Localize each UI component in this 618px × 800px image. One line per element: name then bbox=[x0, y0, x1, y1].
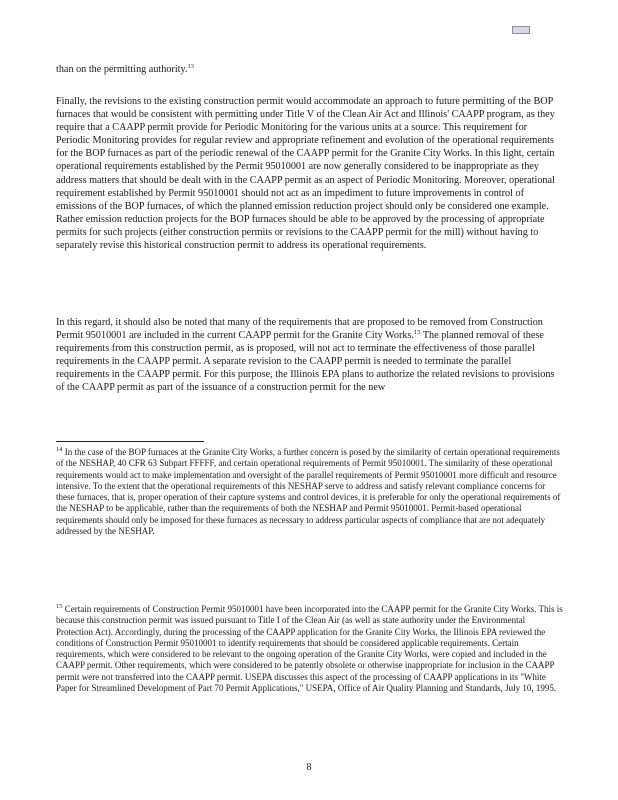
footnote-15: $^{15}$ Certain requirements of Construction Permit 95010001 have been incorporated into the CAAPP permit for the Granite City Works. This is because this construction permit was issued pursuant to Title I of the Clean Air (as well as state authority under the Environmental Protection Act). Accordingly, during the processing of the CAAPP application for the Granite City Works, the Illinois EPA reviewed the conditions of Construction Permit 95010001 to identify requirements that should be considered applicable requirements. Certain requirements, which were considered to be relevant to the ongoing operation of the Granite City Works, were copied and included in the CAAPP permit. Other requirements, which were considered to be patently obsolete or otherwise inappropriate for inclusion in the CAAPP permit were not transferred into the CAAPP permit. USEPA discusses this aspect of the processing of CAAPP applications in its "White Paper for Streamlined Development of Part 70 Permit Applications," USEPA, Office of Air Quality Planning and Standards, July 10, 1995. bbox=[56, 603, 563, 694]
carryover-text: than on the permitting authority.$^{13}$ bbox=[56, 63, 194, 75]
paragraph-revisions: Finally, the revisions to the existing construction permit would accommodate an approach to future permitting of the BOP furnaces that would be consistent with permitting under Title V of the Clean Air Act and Illinois' CAAPP program, as they require that a CAAPP permit provide for Periodic Monitoring for the various units at a source. This requirement for Periodic Monitoring provides for regular review and appropriate refinement and evolution of the operational requirements for the BOP furnaces as part of the periodic renewal of the CAAPP permit for the Granite City Works. In this light, certain operational requirements established by the Permit 95010001 are now generally considered to be inappropriate as they address matters that should be dealt with in the CAAPP permit as an aspect of Periodic Monitoring. Moreover, operational requirement established by Permit 95010001 should not act as an impediment to future improvements in control of emissions of the BOP furnaces, of which the planned emission reduction project should only be considered one example. Rather emission reduction projects for the BOP furnaces should be able to be approved by the processing of appropriate permits for such projects (either construction permits or revisions to the CAAPP permit for the mill) without having to separately revise this historical construction permit to address its operational requirements. bbox=[56, 96, 555, 252]
paragraph-regard: In this regard, it should also be noted that many of the requirements that are proposed to be removed from Construction Permit 95010001 are included in the current CAAPP permit for the Granite City Works.$^{15}$ The planned removal of these requirements from this construction permit, as is proposed, will not act to terminate the effectiveness of those parallel requirements in the CAAPP permit. A separate revision to the CAAPP permit is needed to terminate the parallel requirements in the CAAPP permit. For this purpose, the Illinois EPA plans to authorize the related revisions to provisions of the CAAPP permit as part of the issuance of a construction permit for the new bbox=[56, 317, 555, 394]
footnote-14-marker: 14 bbox=[56, 446, 63, 453]
page-number: 8 bbox=[306, 762, 312, 773]
footnote-ref-13: 13 bbox=[187, 63, 194, 70]
footnote-ref-15: 15 bbox=[413, 329, 421, 337]
footnote-divider bbox=[56, 441, 204, 442]
footnote-14: $^{14}$ In the case of the BOP furnaces at the Granite City Works, a further concern is posed by the similarity of certain operational requirements of the NESHAP, 40 CFR 63 Subpart FFFFF, and certain operational requirements of Permit 95010001. The similarity of these operational requirements would act to make implementation and oversight of the parallel requirements of Permit 95010001 more difficult and resource intensive. To the extent that the operational requirements of this NESHAP serve to address and satisfy relevant compliance concerns for these furnaces, that is, proper operation of their capture systems and control devices, it is preferable for only the operational requirements of the NESHAP to be applicable, rather than the requirements of both the NESHAP and Permit 95010001. Permit-based operational requirements should only be imposed for these furnaces as necessary to address particular aspects of compliance that are not adequately addressed by the NESHAP. bbox=[56, 446, 561, 537]
footnote-15-marker: 15 bbox=[56, 603, 63, 610]
corner-stamp-icon bbox=[512, 26, 530, 34]
